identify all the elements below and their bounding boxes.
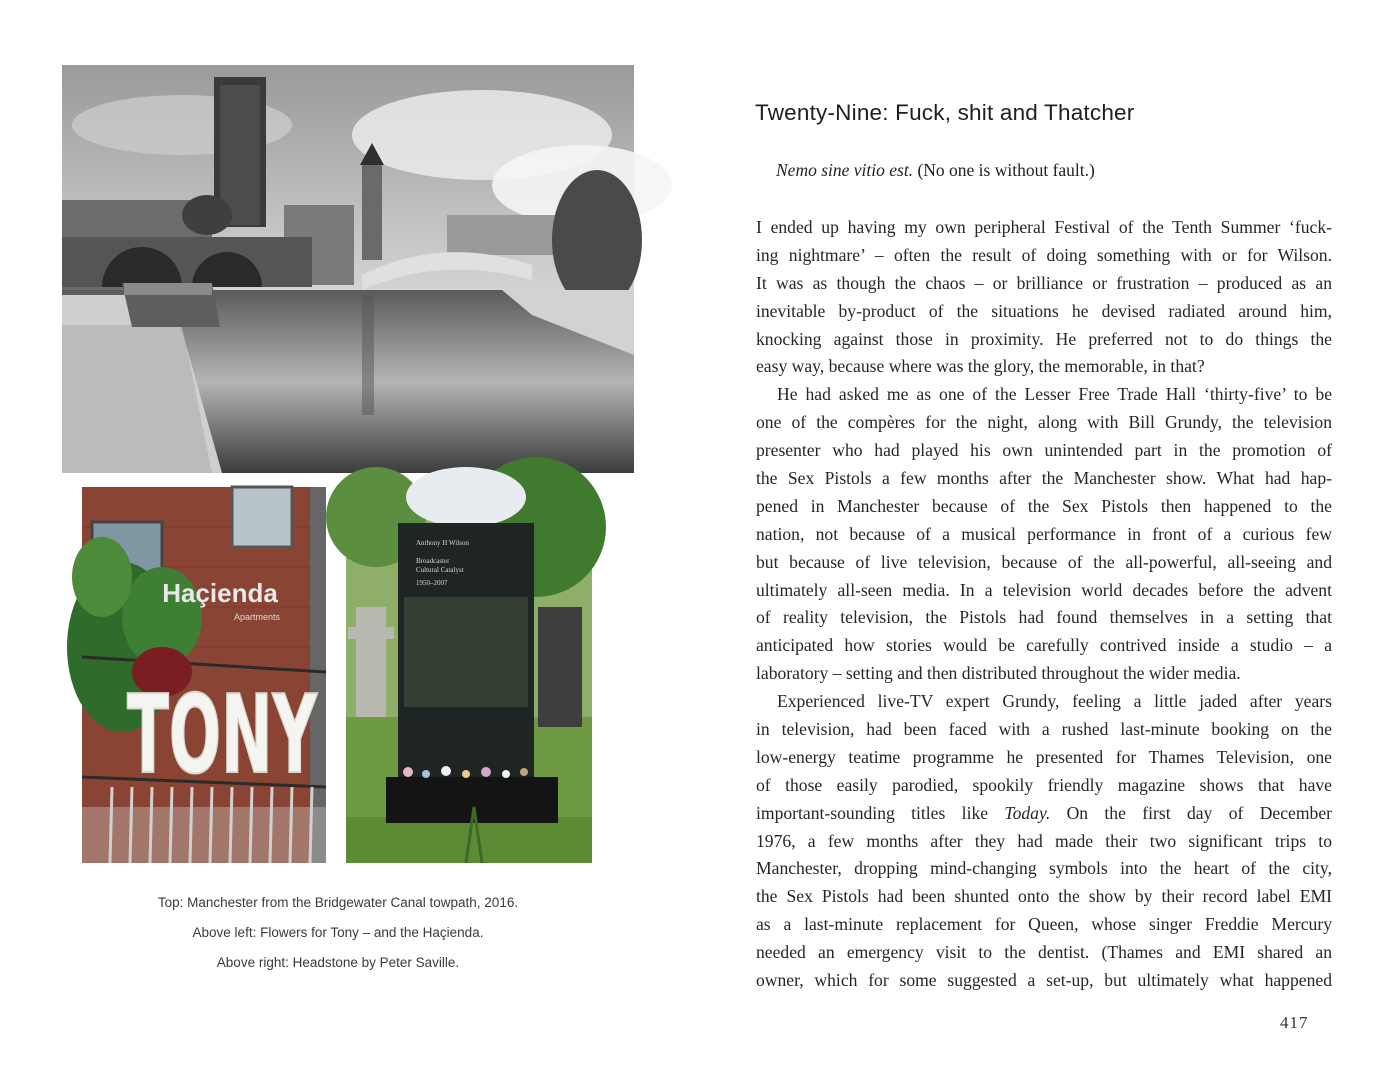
body-line: needed an emergency visit to the dentist. (Thames and EMI shared an xyxy=(756,942,1332,963)
body-line: one of the compères for the night, along with Bill Grundy, the television xyxy=(756,412,1332,433)
headstone-line-2: Broadcaster xyxy=(416,557,450,565)
body-line: presenter who had played his own unintended part in the promotion of xyxy=(756,440,1332,461)
hacienda-photo xyxy=(82,487,326,863)
body-line: knocking against those in proximity. He preferred not to do things the xyxy=(756,328,1332,349)
tony-wreath: TONY xyxy=(127,673,319,798)
body-line: but because of live television, because of the all-powerful, all-seeing and xyxy=(756,551,1332,572)
photo-captions xyxy=(62,890,614,980)
chapter-body xyxy=(756,214,1332,995)
body-line-end: On the first day of December xyxy=(1050,802,1332,823)
body-line: easy way, because where was the glory, the memorable, in that? xyxy=(756,356,1205,377)
body-line: I ended up having my own peripheral Festival of the Tenth Summer ‘fuck- xyxy=(756,217,1332,237)
headstone-line-3: Cultural Catalyst xyxy=(416,566,464,574)
body-line: owner, which for some suggested a set-up, but ultimately what happened xyxy=(756,970,1332,991)
caption-above-left: Above left: Flowers for Tony – and the Haçienda. xyxy=(192,925,484,940)
body-line: Experienced live-TV expert Grundy, feeling a little jaded after years xyxy=(777,691,1332,712)
today-title: Today. xyxy=(1004,802,1051,823)
body-line: of reality television, the Pistols had found themselves in a setting that xyxy=(756,607,1332,628)
body-line: nation, not because of a musical performance in front of a curious few xyxy=(756,523,1332,544)
body-line: low-energy teatime programme he presented for Thames Television, one xyxy=(756,746,1332,767)
body-line-start: important-sounding titles like xyxy=(756,802,1005,823)
body-line: ultimately all-seen media. In a television world decades before the advent xyxy=(756,579,1332,600)
epigraph-translation: (No one is without fault.) xyxy=(913,160,1095,180)
body-line: It was as though the chaos – or brilliance or frustration – produced as an xyxy=(756,272,1332,293)
hacienda-sign: Haçienda xyxy=(162,578,278,608)
epigraph-latin: Nemo sine vitio est. xyxy=(776,160,914,180)
body-line: 1976, a few months after they had made their two significant trips to xyxy=(756,830,1332,851)
caption-top: Top: Manchester from the Bridgewater Canal towpath, 2016. xyxy=(157,895,519,910)
body-line: He had asked me as one of the Lesser Free Trade Hall ‘thirty-five’ to be xyxy=(777,384,1332,405)
body-line: as a last-minute replacement for Queen, whose singer Freddie Mercury xyxy=(756,914,1332,935)
body-line: inevitable by-product of the situations he devised radiated around him, xyxy=(756,300,1332,321)
headstone-photo xyxy=(346,487,592,863)
body-line xyxy=(756,800,1332,828)
body-line: of those easily parodied, spookily friendly magazine shows that have xyxy=(756,774,1332,795)
headstone-line-1: Anthony H Wilson xyxy=(416,539,469,547)
canal-photo xyxy=(62,65,634,473)
caption-above-right: Above right: Headstone by Peter Saville. xyxy=(216,955,460,970)
body-line: the Sex Pistols a few months after the Manchester show. What had hap- xyxy=(756,468,1332,489)
body-line: pened in Manchester because of the Sex Pistols then happened to the xyxy=(756,495,1332,516)
body-line: Manchester, dropping mind-changing symbols into the heart of the city, xyxy=(756,858,1332,879)
body-line: anticipated how stories would be carefully contrived inside a studio – a xyxy=(756,635,1332,656)
headstone-line-4: 1950–2007 xyxy=(416,579,448,587)
chapter-title: Twenty-Nine: Fuck, shit and Thatcher xyxy=(755,100,1135,125)
body-line: the Sex Pistols had been shunted onto the show by their record label EMI xyxy=(756,886,1332,907)
body-line: in television, had been faced with a rushed last-minute booking on the xyxy=(756,719,1332,740)
page-number: 417 xyxy=(1280,1013,1309,1032)
body-line: ing nightmare’ – often the result of doing something with or for Wilson. xyxy=(756,244,1332,265)
body-line: laboratory – setting and then distributed throughout the wider media. xyxy=(756,663,1241,684)
hacienda-sign-sub: Apartments xyxy=(233,612,281,622)
epigraph xyxy=(776,160,1095,181)
